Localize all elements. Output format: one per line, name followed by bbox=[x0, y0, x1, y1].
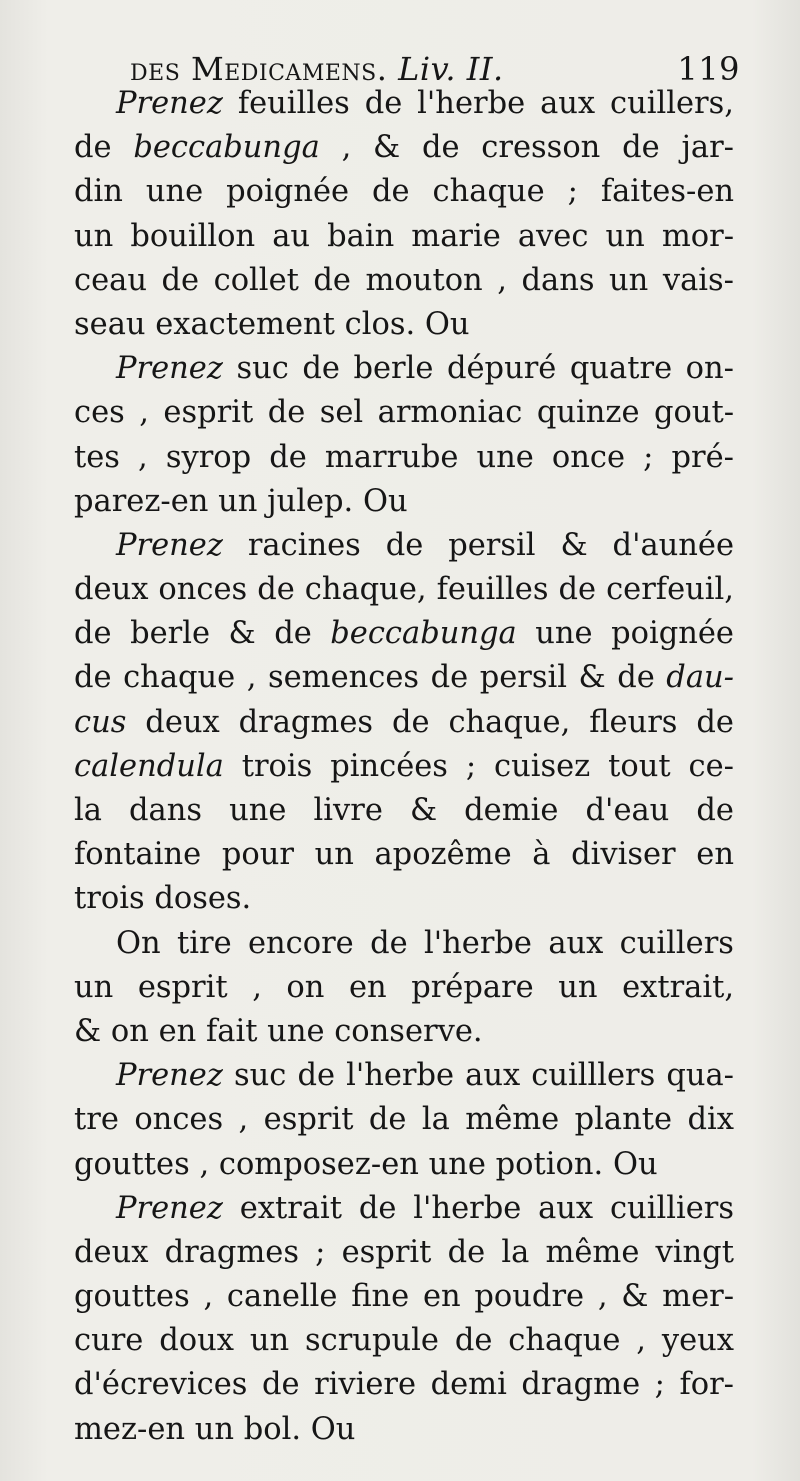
text-line: d'écrevices de riviere demi dragme ; for- bbox=[74, 1367, 734, 1403]
text-line: ces , esprit de sel armoniac quinze gout- bbox=[74, 395, 734, 431]
text-line: deux onces de chaque, feuilles de cerfeuil, bbox=[74, 572, 734, 608]
text-line: calendula trois pincées ; cuisez tout ce- bbox=[74, 748, 734, 784]
text-line: Prenez extrait de l'herbe aux cuilliers bbox=[116, 1190, 734, 1226]
recipe-paragraph bbox=[74, 1054, 734, 1187]
recipe-paragraph bbox=[74, 82, 734, 347]
page-body bbox=[74, 82, 734, 1452]
text-line: de beccabunga , & de cresson de jar- bbox=[74, 130, 734, 166]
text-line: & on en fait une conserve. bbox=[74, 1013, 483, 1049]
recipe-paragraph bbox=[74, 347, 734, 524]
text-line: fontaine pour un apozême à diviser en bbox=[74, 837, 734, 873]
recipe-paragraph bbox=[74, 1187, 734, 1452]
recipe-paragraph bbox=[74, 922, 734, 1055]
text-line: On tire encore de l'herbe aux cuillers bbox=[116, 925, 734, 961]
text-line: cus deux dragmes de chaque, fleurs de bbox=[74, 704, 734, 740]
text-line: Prenez suc de l'herbe aux cuilllers qua- bbox=[116, 1058, 734, 1094]
text-line: Prenez racines de persil & d'aunée bbox=[116, 527, 734, 563]
text-line: un esprit , on en prépare un extrait, bbox=[74, 969, 734, 1005]
text-line: gouttes , canelle fine en poudre , & mer- bbox=[74, 1279, 734, 1315]
text-line: de chaque , semences de persil & de dau- bbox=[74, 660, 734, 696]
text-line: mez-en un bol. Ou bbox=[74, 1411, 356, 1447]
text-line: deux dragmes ; esprit de la même vingt bbox=[74, 1234, 734, 1270]
text-line: gouttes , composez-en une potion. Ou bbox=[74, 1146, 658, 1182]
text-line: tes , syrop de marrube une once ; pré- bbox=[74, 439, 734, 475]
text-line: la dans une livre & demie d'eau de bbox=[74, 793, 734, 828]
text-line: parez-en un julep. Ou bbox=[74, 483, 408, 519]
recipe-paragraph bbox=[74, 524, 734, 922]
text-line: de berle & de beccabunga une poignée bbox=[74, 616, 734, 652]
running-head: des Medicamens. bbox=[130, 50, 388, 88]
page-number: 119 bbox=[677, 50, 740, 88]
text-line: Prenez feuilles de l'herbe aux cuillers, bbox=[116, 86, 734, 121]
text-line: cure doux un scrupule de chaque , yeux bbox=[74, 1323, 734, 1359]
text-line: seau exactement clos. Ou bbox=[74, 306, 470, 342]
text-line: Prenez suc de berle dépuré quatre on- bbox=[116, 351, 734, 387]
text-line: ceau de collet de mouton , dans un vais- bbox=[74, 262, 734, 298]
text-line: tre onces , esprit de la même plante dix bbox=[74, 1102, 734, 1138]
text-line: un bouillon au bain marie avec un mor- bbox=[74, 218, 734, 254]
text-line: trois doses. bbox=[74, 881, 252, 917]
text-line: din une poignée de chaque ; faites-en bbox=[74, 174, 734, 210]
book-reference: Liv. II. bbox=[398, 50, 504, 88]
